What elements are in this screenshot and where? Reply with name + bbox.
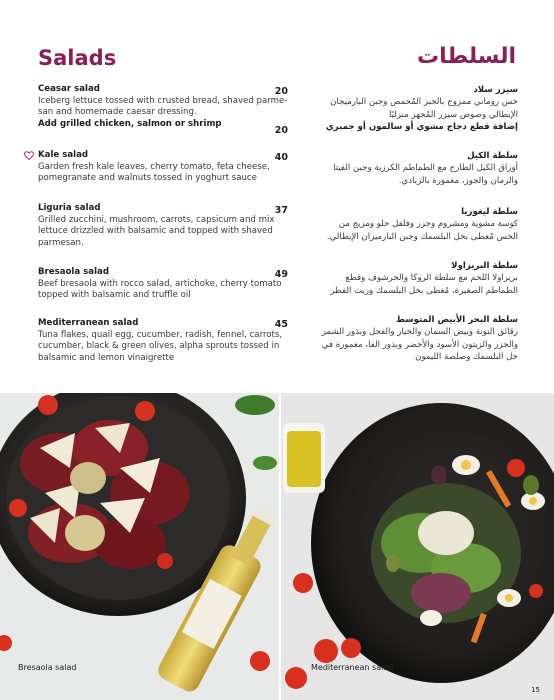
item-description: Tuna flakes, quail egg, cucumber, radish, fennel, carrots, cucumber, black & green olives, alpha sprouts tossed in balsamic and lemon vinaigrette (38, 329, 283, 363)
photo-caption-right: Mediterranean salad (311, 663, 394, 672)
item-name-ar: سلطة البريزاولا (451, 261, 518, 271)
item-name-ar: سيزر سلاد (473, 85, 518, 95)
item-price: 49 (274, 269, 288, 280)
menu-item (38, 267, 290, 302)
item-description-ar: رقائق التونة وبيض السمان والخيار والفجل وبذور الشمر والجزر والزيتون الأسود والأخضر وبذور الفا، مغمورة في خل البلسمك وصلصة الليمون (321, 327, 518, 363)
item-extra: Add grilled chicken, salmon or shrimp (38, 118, 222, 129)
item-price: 20 (274, 86, 288, 97)
item-name: Liguria salad (38, 203, 101, 213)
menu-item-ar (318, 150, 518, 187)
mediterranean-bowl-illustration (281, 393, 554, 700)
menu-item (38, 84, 290, 130)
item-price: 37 (274, 205, 288, 216)
item-description-ar: كوسة مشوية ومشروم وجزر وفلفل حلو ومزيج من الخس مُغطى بخل البلسمك وجبن البارميزان الإيطالي. (326, 219, 518, 242)
page-title-ar: السلطات (417, 44, 516, 69)
photo-caption-left: Bresaola salad (18, 663, 77, 672)
page-number: 15 (531, 686, 540, 694)
item-description: Iceberg lettuce tossed with crusted bread, shaved parme-san and homemade caesar dressing. (38, 95, 288, 118)
item-description-ar: أوراق الكيل الطازج مع الطماطم الكرزية وجبن الفيتا والرمان والجوز، مغمورة بالزبادي. (333, 163, 518, 186)
item-name-ar: سلطة الكيل (467, 151, 518, 161)
page-title-en: Salads (38, 46, 117, 70)
menu-item-ar (318, 260, 518, 297)
heart-icon (24, 151, 34, 161)
item-description: Garden fresh kale leaves, cherry tomato, feta cheese, pomegranate and walnuts tossed in yoghurt sauce (38, 161, 270, 184)
item-name: Ceasar salad (38, 84, 100, 94)
item-price: 20 (274, 125, 288, 136)
item-description-ar: خس روماني ممزوج بالخبز المُحمص وجبن البارميجان الإيطالي وصوص سيزر المُجهز منزليًا (330, 97, 518, 120)
menu-item (38, 318, 290, 364)
item-description-ar: بريزاولا اللحم مع سلطة الروكا والخرشوف وقطع الطماطم الصغيرة، مُغطى بخل البلسمك وزيت الفطر (330, 273, 518, 296)
item-description: Beef bresaola with rocco salad, artichoke, cherry tomato topped with balsamic and truffle oil (38, 278, 282, 301)
item-price: 40 (274, 152, 288, 163)
photo-bresaola-salad (0, 393, 279, 700)
menu-item (38, 150, 290, 185)
item-name: Bresaola salad (38, 267, 109, 277)
menu-item-ar (318, 84, 518, 134)
menu-item-ar (318, 206, 518, 243)
photo-mediterranean-salad (281, 393, 554, 700)
menu-item (38, 203, 290, 249)
item-description: Grilled zucchini, mushroom, carrots, capsicum and mix lettuce drizzled with balsamic and topped with shaved parmesan. (38, 214, 275, 248)
menu-item-ar (318, 314, 518, 364)
item-price: 45 (274, 319, 288, 330)
item-name: Mediterranean salad (38, 318, 139, 328)
item-name-ar: سلطة ليغوريا (461, 207, 518, 217)
item-name-ar: سلطة البحر الأبيض المتوسط (395, 315, 518, 325)
item-extra-ar: إضافة قطع دجاج مشوي أو سالمون أو جمبري (325, 122, 518, 133)
item-name: Kale salad (38, 150, 89, 160)
bresaola-plate-illustration (0, 393, 279, 700)
